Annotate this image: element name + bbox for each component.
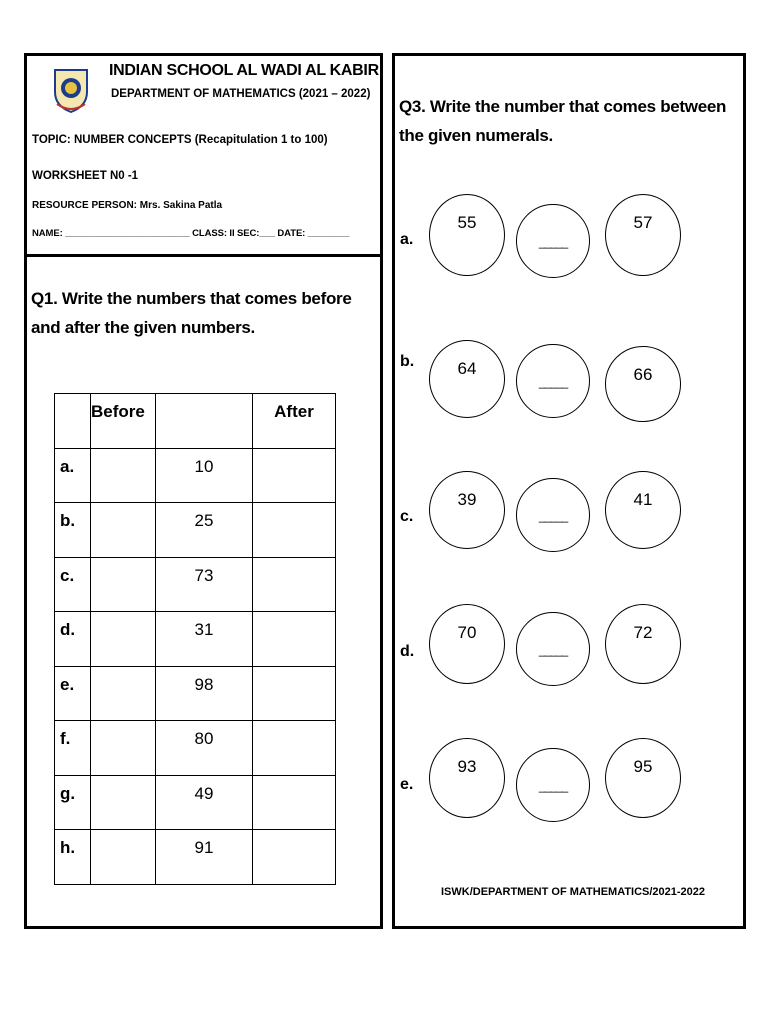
- answer-circle[interactable]: _____: [516, 204, 590, 278]
- column-divider: [380, 53, 395, 929]
- before-header: Before: [91, 394, 156, 449]
- header-rule: [27, 254, 380, 257]
- table-row: [55, 503, 336, 558]
- left-number-circle: 39: [429, 471, 505, 549]
- table-row: [55, 666, 336, 721]
- table-row: [55, 775, 336, 830]
- given-number: 80: [156, 721, 253, 776]
- given-number: 25: [156, 503, 253, 558]
- after-answer-cell[interactable]: [253, 775, 336, 830]
- before-answer-cell[interactable]: [91, 448, 156, 503]
- row-label: h.: [55, 830, 91, 885]
- left-number-circle: 70: [429, 604, 505, 684]
- table-row: [55, 721, 336, 776]
- row-label: a.: [400, 231, 414, 248]
- after-answer-cell[interactable]: [253, 666, 336, 721]
- left-number-circle: 93: [429, 738, 505, 818]
- left-number-circle: 55: [429, 194, 505, 276]
- worksheet-number: WORKSHEET N0 -1: [32, 170, 139, 182]
- after-answer-cell[interactable]: [253, 830, 336, 885]
- after-answer-cell[interactable]: [253, 721, 336, 776]
- before-answer-cell[interactable]: [91, 557, 156, 612]
- before-answer-cell[interactable]: [91, 612, 156, 667]
- before-answer-cell[interactable]: [91, 775, 156, 830]
- q3-question: Q3. Write the number that comes between the given numerals.: [399, 97, 727, 145]
- row-label: d.: [400, 643, 415, 660]
- table-row: [55, 448, 336, 503]
- given-number: 91: [156, 830, 253, 885]
- answer-circle[interactable]: _____: [516, 748, 590, 822]
- footer-text: ISWK/DEPARTMENT OF MATHEMATICS/2021-2022: [441, 886, 706, 898]
- after-answer-cell[interactable]: [253, 612, 336, 667]
- right-number-circle: 57: [605, 194, 681, 276]
- before-after-table: [54, 393, 336, 885]
- row-label: e.: [400, 776, 414, 793]
- table-row: [55, 612, 336, 667]
- row-label: c.: [400, 508, 414, 525]
- left-number-circle: 64: [429, 340, 505, 418]
- given-number: 31: [156, 612, 253, 667]
- right-number-circle: 66: [605, 346, 681, 422]
- row-label: e.: [55, 666, 91, 721]
- table-header-row: [55, 394, 336, 449]
- given-number: 49: [156, 775, 253, 830]
- row-label: g.: [55, 775, 91, 830]
- answer-circle[interactable]: _____: [516, 478, 590, 552]
- department-title: DEPARTMENT OF MATHEMATICS (2021 – 2022): [111, 88, 371, 100]
- before-answer-cell[interactable]: [91, 721, 156, 776]
- resource-person: RESOURCE PERSON: Mrs. Sakina Patla: [32, 200, 223, 211]
- right-number-circle: 72: [605, 604, 681, 684]
- row-label: b.: [400, 353, 415, 370]
- row-label: b.: [55, 503, 91, 558]
- after-header: After: [253, 394, 336, 449]
- answer-circle[interactable]: _____: [516, 344, 590, 418]
- after-answer-cell[interactable]: [253, 557, 336, 612]
- row-label: c.: [55, 557, 91, 612]
- before-answer-cell[interactable]: [91, 830, 156, 885]
- before-answer-cell[interactable]: [91, 666, 156, 721]
- right-number-circle: 41: [605, 471, 681, 549]
- row-label: d.: [55, 612, 91, 667]
- answer-circle[interactable]: _____: [516, 612, 590, 686]
- after-answer-cell[interactable]: [253, 503, 336, 558]
- q1-question: Q1. Write the numbers that comes before and after the given numbers.: [31, 289, 352, 337]
- given-number: 10: [156, 448, 253, 503]
- topic-line: TOPIC: NUMBER CONCEPTS (Recapitulation 1 to 100): [32, 134, 328, 146]
- school-name: INDIAN SCHOOL AL WADI AL KABIR: [109, 62, 379, 79]
- before-answer-cell[interactable]: [91, 503, 156, 558]
- row-label: a.: [55, 448, 91, 503]
- right-number-circle: 95: [605, 738, 681, 818]
- after-answer-cell[interactable]: [253, 448, 336, 503]
- school-crest-icon: [51, 66, 91, 114]
- row-label: f.: [55, 721, 91, 776]
- student-info-line: NAME: ________________________ CLASS: II SEC:___ DATE: ________: [32, 228, 350, 239]
- table-row: [55, 830, 336, 885]
- given-number: 73: [156, 557, 253, 612]
- given-number: 98: [156, 666, 253, 721]
- table-row: [55, 557, 336, 612]
